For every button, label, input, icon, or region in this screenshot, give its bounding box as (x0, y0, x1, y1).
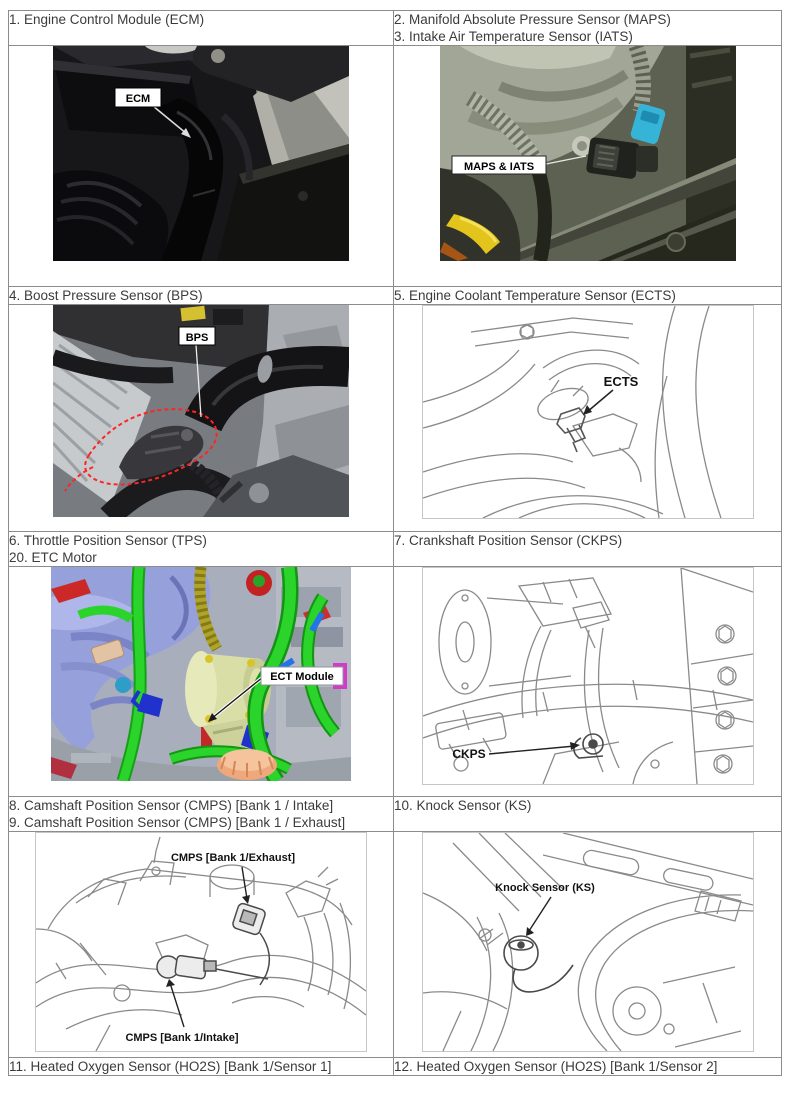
caption-cell-tps (9, 532, 394, 567)
caption-ho2s-sensor2: 12. Heated Oxygen Sensor (HO2S) [Bank 1/Sensor 2] (394, 1059, 718, 1074)
caption-cmps-intake: 8. Camshaft Position Sensor (CMPS) [Bank 1 / Intake] (9, 798, 334, 813)
caption-cell-ho2s-1 (9, 1058, 394, 1076)
maps-iats-artwork (440, 46, 736, 261)
caption-cell-cmps (9, 797, 394, 832)
bps-callout-label: BPS (185, 332, 209, 344)
caption-cell-ecm (9, 11, 394, 46)
figure-ckps-drawing (422, 567, 754, 785)
caption-cmps-exhaust: 9. Camshaft Position Sensor (CMPS) [Bank 1 / Exhaust] (9, 815, 346, 830)
knock-sensor-drawing-illustration (422, 832, 754, 1052)
figure-cell-ects (394, 305, 782, 532)
figure-cell-bps (9, 305, 394, 532)
ect-module-render-illustration (51, 567, 351, 781)
figure-ects-drawing (422, 305, 754, 519)
cmps-drawing-illustration (35, 832, 367, 1052)
maps-iats-callout-label: MAPS & IATS (463, 161, 534, 173)
figure-cell-ecm (9, 46, 394, 287)
figure-cell-knock-sensor (394, 832, 782, 1058)
maps-iats-photo-illustration (440, 46, 736, 261)
caption-ho2s-sensor1: 11. Heated Oxygen Sensor (HO2S) [Bank 1/Sensor 1] (9, 1059, 332, 1074)
bps-photo-illustration (53, 305, 349, 517)
ecm-callout-label: ECM (125, 93, 151, 105)
sensor-location-table (8, 10, 782, 1076)
figure-maps-iats-photo (440, 46, 736, 261)
caption-bps: 4. Boost Pressure Sensor (BPS) (9, 288, 203, 303)
figure-ect-module-render (51, 567, 351, 781)
ects-drawing-illustration (422, 305, 754, 519)
knock-sensor-label: Knock Sensor (KS) (494, 882, 595, 894)
figure-cell-maps-iats (394, 46, 782, 287)
figure-cell-cmps (9, 832, 394, 1058)
caption-ckps: 7. Crankshaft Position Sensor (CKPS) (394, 533, 623, 548)
caption-knock-sensor: 10. Knock Sensor (KS) (394, 798, 532, 813)
cmps-exhaust-label: CMPS [Bank 1/Exhaust] (170, 852, 296, 864)
figure-cell-ckps (394, 567, 782, 797)
ecm-photo-illustration (53, 46, 349, 261)
figure-bps-photo (53, 305, 349, 517)
caption-etc-motor: 20. ETC Motor (9, 550, 97, 565)
ects-callout-label: ECTS (603, 374, 638, 389)
caption-ects: 5. Engine Coolant Temperature Sensor (ECTS) (394, 288, 676, 303)
ecm-artwork (53, 46, 349, 261)
ckps-callout-label: CKPS (451, 747, 486, 761)
caption-ecm: 1. Engine Control Module (ECM) (9, 12, 205, 27)
ect-module-callout-label: ECT Module (270, 671, 334, 683)
caption-maps: 2. Manifold Absolute Pressure Sensor (MAPS) (394, 12, 671, 27)
cmps-intake-label: CMPS [Bank 1/Intake] (125, 1032, 239, 1044)
figure-cell-ect-module (9, 567, 394, 797)
caption-cell-knock-sensor (394, 797, 782, 832)
caption-tps: 6. Throttle Position Sensor (TPS) (9, 533, 207, 548)
caption-iats: 3. Intake Air Temperature Sensor (IATS) (394, 29, 633, 44)
caption-cell-maps-iats (394, 11, 782, 46)
caption-cell-ckps (394, 532, 782, 567)
caption-cell-bps (9, 287, 394, 305)
caption-cell-ho2s-2 (394, 1058, 782, 1076)
figure-ecm-photo (53, 46, 349, 261)
figure-cmps-drawing (35, 832, 367, 1052)
caption-cell-ects (394, 287, 782, 305)
ckps-drawing-illustration (422, 567, 754, 785)
figure-knock-sensor-drawing (422, 832, 754, 1052)
